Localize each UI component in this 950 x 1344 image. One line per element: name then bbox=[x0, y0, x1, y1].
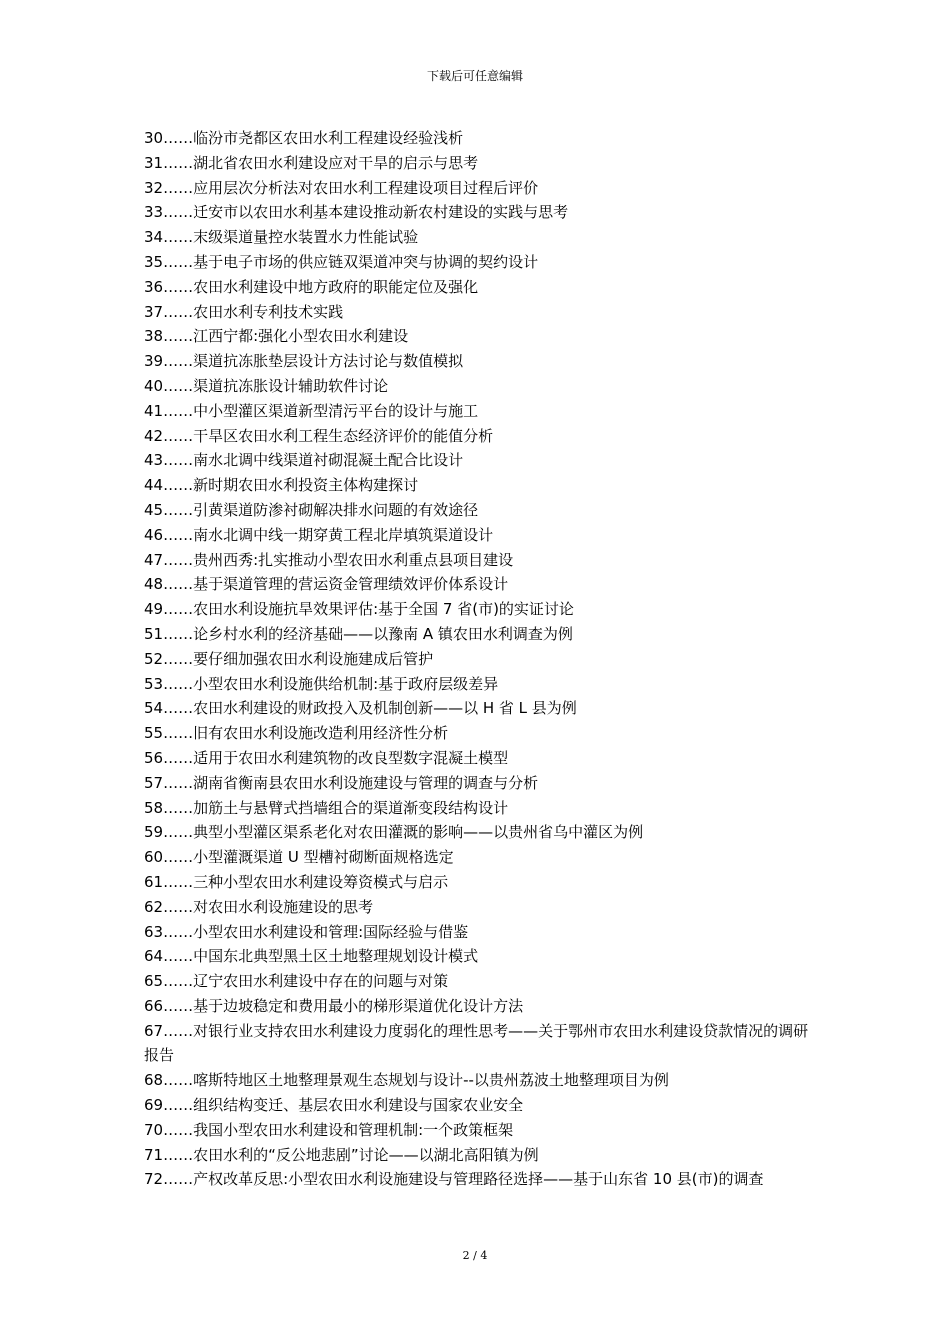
list-item: 53……小型农田水利设施供给机制:基于政府层级差异 bbox=[144, 674, 499, 693]
list-item: 56……适用于农田水利建筑物的改良型数字混凝土模型 bbox=[144, 748, 509, 767]
list-item: 40……渠道抗冻胀设计辅助软件讨论 bbox=[144, 376, 389, 395]
list-item: 68……喀斯特地区土地整理景观生态规划与设计--以贵州荔波土地整理项目为例 bbox=[144, 1071, 669, 1090]
list-item: 67……对银行业支持农田水利建设力度弱化的理性思考——关于鄂州市农田水利建设贷款情况的调研报告 bbox=[144, 1021, 809, 1065]
list-item: 45……引黄渠道防渗衬砌解决排水问题的有效途径 bbox=[144, 500, 479, 519]
reference-list bbox=[144, 126, 814, 1192]
list-item: 63……小型农田水利建设和管理:国际经验与借鉴 bbox=[144, 922, 469, 941]
list-item: 66……基于边坡稳定和费用最小的梯形渠道优化设计方法 bbox=[144, 996, 524, 1015]
list-item: 69……组织结构变迁、基层农田水利建设与国家农业安全 bbox=[144, 1096, 524, 1115]
list-item: 38……江西宁都:强化小型农田水利建设 bbox=[144, 327, 409, 346]
list-item: 57……湖南省衡南县农田水利设施建设与管理的调查与分析 bbox=[144, 773, 539, 792]
list-item: 65……辽宁农田水利建设中存在的问题与对策 bbox=[144, 972, 449, 991]
list-item: 43……南水北调中线渠道衬砌混凝土配合比设计 bbox=[144, 451, 464, 470]
list-item: 60……小型灌溉渠道 U 型槽衬砌断面规格选定 bbox=[144, 848, 454, 867]
list-item: 51……论乡村水利的经济基础——以豫南 A 镇农田水利调查为例 bbox=[144, 624, 573, 643]
list-item: 36……农田水利建设中地方政府的职能定位及强化 bbox=[144, 277, 479, 296]
list-item: 72……产权改革反思:小型农田水利设施建设与管理路径选择——基于山东省 10 县(市)的调查 bbox=[144, 1170, 764, 1189]
list-item: 71……农田水利的“反公地悲剧”讨论——以湖北高阳镇为例 bbox=[144, 1145, 539, 1164]
list-item: 35……基于电子市场的供应链双渠道冲突与协调的契约设计 bbox=[144, 252, 539, 271]
list-item: 31……湖北省农田水利建设应对干旱的启示与思考 bbox=[144, 153, 479, 172]
list-item: 33……迁安市以农田水利基本建设推动新农村建设的实践与思考 bbox=[144, 203, 569, 222]
list-item: 42……干旱区农田水利工程生态经济评价的能值分析 bbox=[144, 426, 494, 445]
list-item: 49……农田水利设施抗旱效果评估:基于全国 7 省(市)的实证讨论 bbox=[144, 600, 574, 619]
list-item: 41……中小型灌区渠道新型清污平台的设计与施工 bbox=[144, 401, 479, 420]
list-item: 47……贵州西秀:扎实推动小型农田水利重点县项目建设 bbox=[144, 550, 514, 569]
list-item: 48……基于渠道管理的营运资金管理绩效评价体系设计 bbox=[144, 575, 509, 594]
list-item: 58……加筋土与悬臂式挡墙组合的渠道渐变段结构设计 bbox=[144, 798, 509, 817]
list-item: 64……中国东北典型黑土区土地整理规划设计模式 bbox=[144, 947, 479, 966]
list-item: 34……末级渠道量控水装置水力性能试验 bbox=[144, 228, 419, 247]
list-item: 62……对农田水利设施建设的思考 bbox=[144, 897, 374, 916]
page-header: 下载后可任意编辑 bbox=[426, 69, 523, 83]
list-item: 61……三种小型农田水利建设筹资模式与启示 bbox=[144, 872, 449, 891]
list-item: 32……应用层次分析法对农田水利工程建设项目过程后评价 bbox=[144, 178, 539, 197]
list-item: 46……南水北调中线一期穿黄工程北岸填筑渠道设计 bbox=[144, 525, 494, 544]
list-item: 39……渠道抗冻胀垫层设计方法讨论与数值模拟 bbox=[144, 352, 464, 371]
list-item: 70……我国小型农田水利建设和管理机制:一个政策框架 bbox=[144, 1120, 514, 1139]
list-item: 52……要仔细加强农田水利设施建成后管护 bbox=[144, 649, 434, 668]
list-item: 37……农田水利专利技术实践 bbox=[144, 302, 344, 321]
list-item: 59……典型小型灌区渠系老化对农田灌溉的影响——以贵州省乌中灌区为例 bbox=[144, 823, 644, 842]
list-item: 54……农田水利建设的财政投入及机制创新——以 H 省 L 县为例 bbox=[144, 699, 577, 718]
list-item: 44……新时期农田水利投资主体构建探讨 bbox=[144, 476, 419, 495]
page-number: 2 / 4 bbox=[462, 1249, 488, 1262]
list-item: 55……旧有农田水利设施改造利用经济性分析 bbox=[144, 724, 449, 743]
list-item: 30……临汾市尧都区农田水利工程建设经验浅析 bbox=[144, 129, 464, 147]
